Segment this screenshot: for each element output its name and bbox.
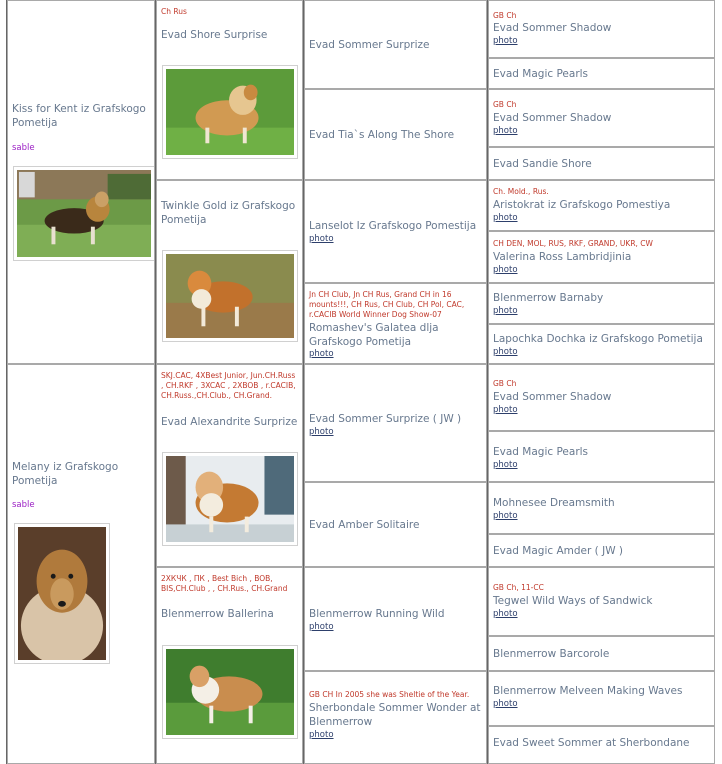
- dog-color: sable: [12, 143, 35, 153]
- great-grandparent-name[interactable]: Blenmerrow Melveen Making Waves: [493, 685, 683, 697]
- great-grandparent-titles: GB Ch: [493, 11, 517, 20]
- grandparent-name[interactable]: Romashev's Galatea dlja Grafskogo Pometija: [309, 322, 439, 348]
- dog-name[interactable]: Melany iz Grafskogo Pometija: [12, 461, 119, 487]
- great-grandparent-cell: [488, 283, 715, 324]
- great-grandparent-name[interactable]: Evad Magic Pearls: [493, 446, 589, 458]
- great-grandparent-cell: [488, 231, 715, 283]
- great-grandparent-name[interactable]: Tegwel Wild Ways of Sandwick: [493, 595, 653, 607]
- grandparent-name[interactable]: Lanselot Iz Grafskogo Pomestija: [309, 220, 477, 232]
- great-grandparent-cell: [488, 324, 715, 364]
- photo-link[interactable]: photo: [493, 609, 518, 619]
- photo-link[interactable]: photo: [493, 699, 518, 709]
- great-grandparent-name[interactable]: Evad Magic Pearls: [493, 68, 589, 80]
- great-grandparent-cell: [488, 0, 715, 58]
- parent-cell: [156, 0, 303, 180]
- dog-cell: [7, 0, 155, 364]
- dog-photo-image: [17, 170, 151, 257]
- great-grandparent-cell: [488, 482, 715, 534]
- dog-photo[interactable]: [162, 645, 298, 739]
- grandparent-name[interactable]: Evad Sommer Surprize ( JW ): [309, 413, 462, 425]
- great-grandparent-name[interactable]: Evad Magic Amder ( JW ): [493, 545, 624, 557]
- great-grandparent-cell: [488, 147, 715, 180]
- photo-link[interactable]: photo: [493, 265, 518, 275]
- great-grandparent-cell: [488, 671, 715, 726]
- parent-cell: [156, 180, 303, 364]
- parent-cell: [156, 567, 303, 764]
- dog-photo[interactable]: [162, 452, 298, 546]
- great-grandparent-name[interactable]: Blenmerrow Barcorole: [493, 648, 610, 660]
- grandparent-cell: [304, 283, 487, 364]
- great-grandparent-cell: [488, 89, 715, 147]
- dog-photo-image: [166, 69, 294, 155]
- grandparent-titles: Jn CH Club, Jn CH Rus, Grand CH in 16 mounts!!!, CH Rus, CH Club, CH Pol, CAC, r.CACIB World Winner Dog Show-07: [309, 290, 465, 319]
- grandparent-cell: [304, 364, 487, 482]
- great-grandparent-name[interactable]: Mohnesee Dreamsmith: [493, 497, 615, 509]
- great-grandparent-name[interactable]: Valerina Ross Lambridjinia: [493, 251, 632, 263]
- great-grandparent-name[interactable]: Lapochka Dochka iz Grafskogo Pometija: [493, 333, 703, 345]
- parent-name[interactable]: Evad Shore Surprise: [161, 29, 268, 41]
- grandparent-cell: [304, 482, 487, 567]
- dog-photo-image: [166, 649, 294, 735]
- photo-link[interactable]: photo: [309, 622, 334, 632]
- photo-link[interactable]: photo: [493, 347, 518, 357]
- great-grandparent-cell: [488, 180, 715, 231]
- grandparent-cell: [304, 671, 487, 764]
- parent-name[interactable]: Evad Alexandrite Surprize: [161, 416, 298, 428]
- great-grandparent-titles: CH DEN, MOL, RUS, RKF, GRAND, UKR, CW: [493, 239, 653, 248]
- grandparent-titles: GB CH In 2005 she was Sheltie of the Year.: [309, 690, 470, 699]
- great-grandparent-name[interactable]: Evad Sommer Shadow: [493, 22, 612, 34]
- great-grandparent-titles: GB Ch: [493, 100, 517, 109]
- dog-photo[interactable]: [14, 523, 110, 664]
- great-grandparent-titles: GB Ch, 11-CC: [493, 583, 544, 592]
- grandparent-name[interactable]: Blenmerrow Running Wild: [309, 608, 445, 620]
- photo-link[interactable]: photo: [309, 349, 334, 359]
- grandparent-name[interactable]: Evad Amber Solitaire: [309, 519, 420, 531]
- parent-titles: SKJ.CAC, 4XBest Junior, Jun.CH.Russ , CH.RKF , 3XCAC , 2XBOB , r.CACIB, CH.Russ.,CH.Club., CH.Grand.: [161, 371, 296, 400]
- grandparent-cell: [304, 89, 487, 180]
- photo-link[interactable]: photo: [493, 511, 518, 521]
- photo-link[interactable]: photo: [309, 234, 334, 244]
- parent-name[interactable]: Twinkle Gold iz Grafskogo Pometija: [161, 200, 296, 226]
- dog-photo[interactable]: [162, 250, 298, 342]
- grandparent-cell: [304, 567, 487, 671]
- dog-photo-image: [166, 456, 294, 542]
- grandparent-name[interactable]: Sherbondale Sommer Wonder at Blenmerrow: [309, 702, 481, 728]
- dog-photo[interactable]: [13, 166, 155, 261]
- great-grandparent-name[interactable]: Evad Sommer Shadow: [493, 112, 612, 124]
- parent-name[interactable]: Blenmerrow Ballerina: [161, 608, 274, 620]
- dog-cell: [7, 364, 155, 764]
- great-grandparent-cell: [488, 534, 715, 567]
- great-grandparent-titles: Ch. Mold., Rus.: [493, 187, 549, 196]
- parent-titles: Ch Rus: [161, 7, 187, 16]
- photo-link[interactable]: photo: [493, 126, 518, 136]
- dog-photo-image: [166, 254, 294, 338]
- great-grandparent-cell: [488, 567, 715, 636]
- great-grandparent-name[interactable]: Evad Sandie Shore: [493, 158, 592, 170]
- dog-name[interactable]: Kiss for Kent iz Grafskogo Pometija: [12, 103, 146, 129]
- great-grandparent-cell: [488, 364, 715, 431]
- great-grandparent-name[interactable]: Aristokrat iz Grafskogo Pomestiya: [493, 199, 671, 211]
- great-grandparent-cell: [488, 58, 715, 89]
- grandparent-name[interactable]: Evad Tia`s Along The Shore: [309, 129, 455, 141]
- dog-photo-image: [18, 527, 106, 660]
- photo-link[interactable]: photo: [493, 36, 518, 46]
- great-grandparent-name[interactable]: Evad Sweet Sommer at Sherbondane: [493, 737, 690, 749]
- photo-link[interactable]: photo: [493, 306, 518, 316]
- parent-cell: [156, 364, 303, 567]
- photo-link[interactable]: photo: [309, 427, 334, 437]
- great-grandparent-name[interactable]: Blenmerrow Barnaby: [493, 292, 604, 304]
- great-grandparent-titles: GB Ch: [493, 379, 517, 388]
- great-grandparent-cell: [488, 431, 715, 482]
- grandparent-cell: [304, 0, 487, 89]
- photo-link[interactable]: photo: [493, 213, 518, 223]
- dog-color: sable: [12, 500, 35, 510]
- dog-photo[interactable]: [162, 65, 298, 159]
- great-grandparent-cell: [488, 726, 715, 764]
- photo-link[interactable]: photo: [493, 460, 518, 470]
- parent-titles: 2XКЧК , ПК , Best Bich , BOB, BIS,CH.Club , , CH.Rus., CH.Grand: [161, 574, 288, 593]
- photo-link[interactable]: photo: [493, 405, 518, 415]
- photo-link[interactable]: photo: [309, 730, 334, 740]
- great-grandparent-name[interactable]: Evad Sommer Shadow: [493, 391, 612, 403]
- grandparent-name[interactable]: Evad Sommer Surprize: [309, 39, 430, 51]
- great-grandparent-cell: [488, 636, 715, 671]
- grandparent-cell: [304, 180, 487, 283]
